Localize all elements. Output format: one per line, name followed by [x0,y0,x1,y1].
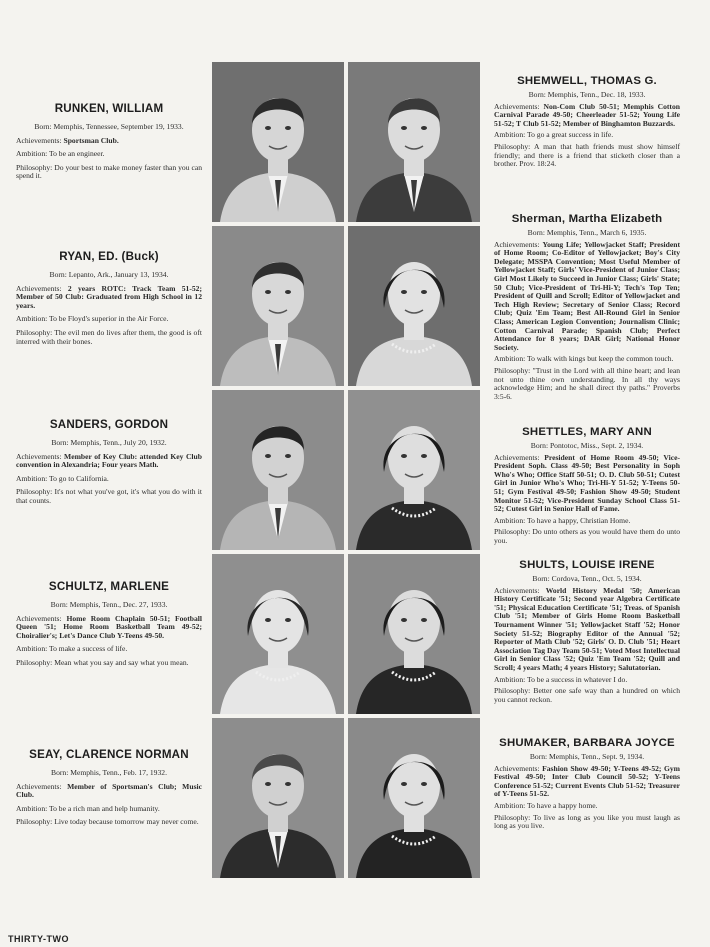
student-entry [16,102,202,186]
student-entry [494,425,680,549]
student-philosophy: Philosophy: Better one safe way than a hundred on which you cannot reckon. [494,686,680,704]
student-born: Born: Memphis, Tenn., March 6, 1935. [527,228,647,237]
achievements-label: Achievements: [16,451,62,461]
student-born: Born: Pontotoc, Miss., Sept. 2, 1934. [530,441,644,450]
student-born: Born: Memphis, Tenn., Dec. 18, 1933. [528,90,646,99]
student-name: SHEMWELL, THOMAS G. [517,75,657,87]
student-philosophy: Philosophy: "Trust in the Lord with all thine heart; and lean not unto thine own understanding. In all thy ways acknowledge Him; and he shall direct thy paths." Proverbs 3:5-6. [494,365,680,401]
student-name: Sherman, Martha Elizabeth [511,213,663,225]
student-philosophy: Philosophy: Mean what you say and say what you mean. [16,657,189,667]
student-name: SHETTLES, MARY ANN [522,426,652,438]
achievements-label: Achievements: [494,763,540,773]
achievements-text: Young Life; Yellowjacket Staff; President of Home Room; Co-Editor of Yellowjacket; Boy's City Delegate; MSSPA Convention; Most Useful Member of Yellowjacket Staff; Girls' Vice-President of Junior Class; Girl Most Likely to Succeed in Junior Class; Girls' State; 50 Club; Vice-President of Tri-Hi-Y; Tech's Top Ten; President of Quill and Scroll; Editor of Yellowjacket and Tech High Review; Secretary of Senior Class; Record Club; Quiz 'Em Team; Best All-Round Girl in Senior Class; American Legion Convention; Journalism Clinic; Cotton Carnival Parade; Spanish Club; Perfect Attendance for 8 years; DAR Girl; National Honor Society. [494,239,681,352]
student-philosophy: Philosophy: Live today because tomorrow may never come. [16,817,199,827]
student-entry [494,736,680,834]
student-achievements [16,783,202,800]
student-born: Born: Memphis, Tenn., Dec. 27, 1933. [50,600,168,609]
achievements-label: Achievements: [494,585,540,595]
student-name: SCHULTZ, MARLENE [48,580,170,593]
student-achievements [494,241,680,353]
achievements-label: Achievements: [494,239,540,249]
student-ambition: Ambition: To go a great success in life. [494,130,614,140]
photo-shults-louise [348,554,480,714]
student-ambition: Ambition: To have a happy home. [494,800,598,810]
student-born: Born: Memphis, Tennessee, September 19, 1933. [34,122,184,131]
achievements-label: Achievements: [494,101,540,111]
student-philosophy: Philosophy: Do unto others as you would have them do unto you. [494,527,680,545]
achievements-text: Member of Key Club: attended Key Club convention in Alexandria; Four years Math. [16,451,202,470]
achievements-label: Achievements: [16,781,62,791]
photo-shemwell-thomas [348,62,480,222]
student-achievements [16,137,202,146]
achievements-text: Sportsman Club. [63,135,119,145]
student-born: Born: Memphis, Tenn., July 20, 1932. [51,438,167,447]
achievements-text: Non-Com Club 50-51; Memphis Cotton Carnival Parade 49-50; Cheerleader 51-52; Young Life 51-52; T Club 51-52; Member of Binghamton Buzzards. [494,101,680,128]
student-name: SHUMAKER, BARBARA JOYCE [499,737,675,749]
student-achievements [16,285,202,311]
achievements-text: World History Medal '50; American History Certificate '51; Second year Algebra Certificate '51; Physical Education Certificate '51; Treas. of Spanish Club '51; Member of Girls Home Room Basketball Tournament Winner '51; Yellowjacket Staff '52; Honor Society 51-52; Biography Editor of the Annual '52; Reporter of Math Club '52; Girls' O. D. Club '51; Heart Association Tag Day Team 50-51; Voted Most Intellectual Girl in Senior Class '52; Quiz 'Em Team '52; Quill and Scroll; 4 years Math; 4 years History; Salutatorian. [494,585,680,672]
photo-sherman-martha [348,226,480,386]
student-ambition: Ambition: To make a success of life. [16,644,128,654]
student-achievements [16,615,202,641]
achievements-text: 2 years ROTC: Track Team 51-52; Member of 50 Club: Graduated from High School in 12 years. [16,283,202,310]
achievements-text: Fashion Show 49-50; Y-Teens 49-52; Gym Festival 49-50; Inter Club Council 50-52; Y-Teens Conference 51-52; Current Events Club 51-52; Treasurer of Y-Teens 51-52. [494,763,680,799]
achievements-label: Achievements: [16,135,62,145]
student-ambition: Ambition: To be an engineer. [16,149,105,159]
student-name: SANDERS, GORDON [49,418,169,431]
student-born: Born: Memphis, Tenn., Sept. 9, 1934. [529,752,645,761]
student-philosophy: Philosophy: The evil men do lives after them, the good is oft interred with their bones. [16,327,202,346]
photo-schultz-marlene [212,554,344,714]
achievements-label: Achievements: [494,452,540,462]
student-ambition: Ambition: To have a happy, Christian Home. [494,515,631,525]
student-name: SEAY, CLARENCE NORMAN [29,748,189,761]
student-achievements [494,765,680,799]
student-achievements [16,453,202,470]
photo-ryan-ed [212,226,344,386]
student-achievements [494,587,680,673]
student-ambition: Ambition: To go to California. [16,473,109,483]
student-born: Born: Lepanto, Ark., January 13, 1934. [49,270,169,279]
student-name: SHULTS, LOUISE IRENE [519,559,655,571]
student-achievements [494,103,680,129]
student-ambition: Ambition: To be a rich man and help humanity. [16,803,160,813]
student-ambition: Ambition: To be a success in whatever I do. [494,674,628,684]
photo-runken-william [212,62,344,222]
photo-sanders-gordon [212,390,344,550]
student-entry [16,250,202,351]
student-entry [16,418,202,511]
student-ambition: Ambition: To be Floyd's superior in the Air Force. [16,314,169,324]
student-philosophy: Philosophy: To live as long as you like you must laugh as long as you live. [494,812,680,831]
student-entry [494,558,680,707]
student-philosophy: Philosophy: A man that hath friends must show himself friendly; and there is a friend that sticketh closer than a brother. Prov. 18:24. [494,141,680,169]
student-name: RYAN, ED. (Buck) [59,250,159,263]
student-entry [494,74,680,172]
student-philosophy: Philosophy: Do your best to make money faster than you can spend it. [16,162,202,181]
student-name: RUNKEN, WILLIAM [54,102,164,115]
student-ambition: Ambition: To walk with kings but keep the common touch. [494,354,674,364]
student-philosophy: Philosophy: It's not what you've got, it's what you do with it that counts. [16,487,202,505]
student-entry [16,748,202,832]
student-born: Born: Memphis, Tenn., Feb. 17, 1932. [51,768,167,777]
photo-seay-clarence [212,718,344,878]
photo-shumaker-barbara [348,718,480,878]
achievements-text: Member of Sportsman's Club; Music Club. [16,781,203,800]
student-entry [494,212,680,404]
achievements-text: Home Room Chaplain 50-51; Football Queen '51; Home Room Basketball Team 49-52; Choiralier's; Let's Dance Club Y-Teens 49-50. [16,613,202,640]
achievements-label: Achievements: [16,613,62,623]
student-achievements [494,454,680,514]
achievements-label: Achievements: [16,283,62,293]
page-number: THIRTY-TWO [8,934,69,944]
photo-shettles-mary-ann [348,390,480,550]
achievements-text: President of Home Room 49-50; Vice-President Soph. Class 49-50; Best Personality in Soph Who's Who; Office Staff 50-51; O. D. Club 50-51; Cutest Girl in Junior Who's Who; Tri-Hi-Y 51-52; Y-Teens 50-51; Gym Festival 49-50; Fashion Show 49-50; Student Monitor 51-52; Vice-President Sunday School Class 51-52; Cutest Girl in Senior Hall of Fame. [494,452,680,514]
student-entry [16,580,202,673]
student-born: Born: Cordova, Tenn., Oct. 5, 1934. [532,574,642,583]
